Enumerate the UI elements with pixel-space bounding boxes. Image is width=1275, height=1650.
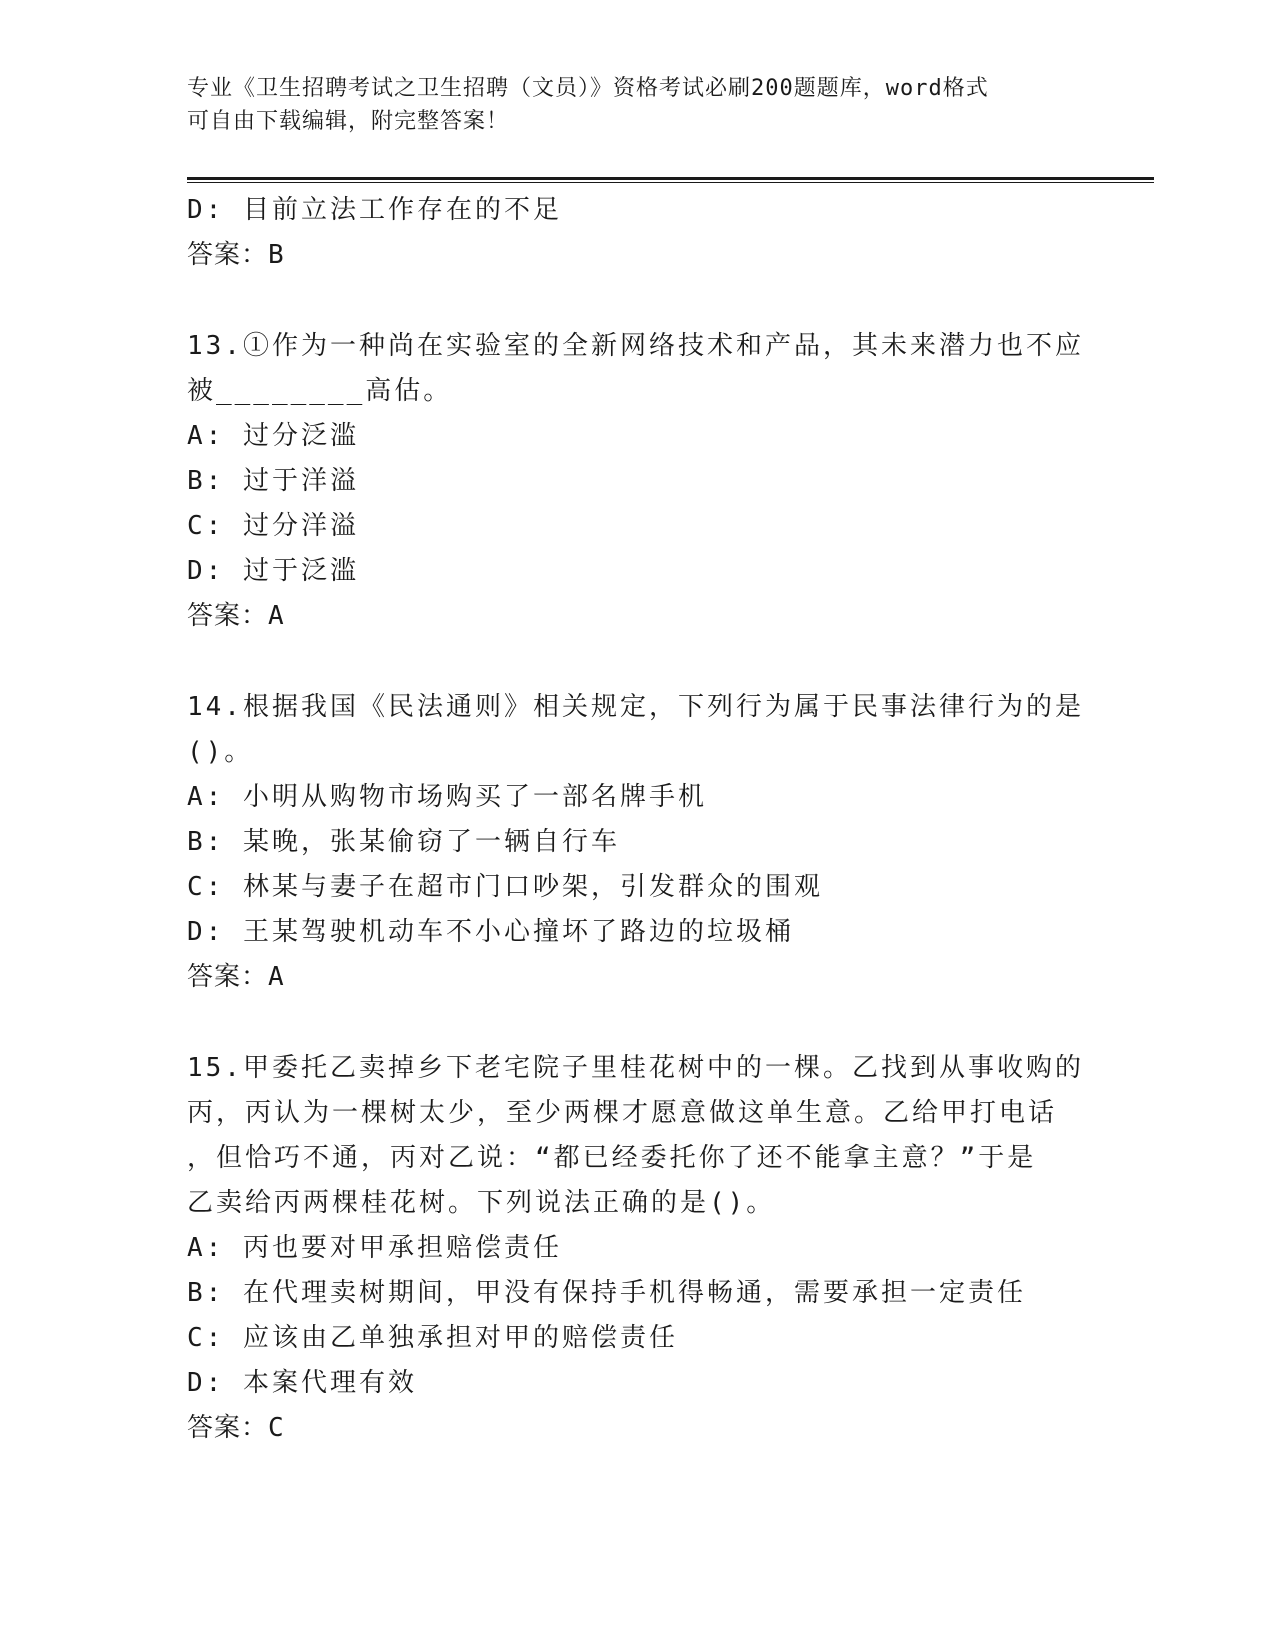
question-stem-line: ()。	[187, 737, 254, 767]
header-rule-thin	[187, 182, 1154, 183]
header-line-2: 可自由下载编辑，附完整答案！	[187, 109, 510, 134]
question-stem-line: 15.甲委托乙卖掉乡下老宅院子里桂花树中的一棵。乙找到从事收购的	[187, 1053, 1084, 1083]
answer	[187, 1406, 1087, 1451]
answer-value: A	[268, 962, 285, 992]
option-c: C: 过分洋溢	[187, 511, 359, 541]
question-stem-line: 13.①作为一种尚在实验室的全新网络技术和产品，其未来潜力也不应	[187, 331, 1084, 361]
option-d: D: 过于泛滥	[187, 556, 359, 586]
option-b: B: 在代理卖树期间，甲没有保持手机得畅通，需要承担一定责任	[187, 1278, 1026, 1308]
option-d: D: 王某驾驶机动车不小心撞坏了路边的垃圾桶	[187, 917, 794, 947]
answer-label: 答案：	[187, 962, 269, 992]
answer-value: C	[268, 1413, 285, 1443]
answer	[187, 594, 1087, 639]
answer	[187, 955, 1087, 1000]
question-stem-line: ，但恰巧不通，丙对乙说：“都已经委托你了还不能拿主意？”于是	[187, 1143, 1037, 1173]
option-a: A: 丙也要对甲承担赔偿责任	[187, 1233, 562, 1263]
option-b: B: 过于洋溢	[187, 466, 359, 496]
option-d: D: 本案代理有效	[187, 1368, 417, 1398]
page-header	[187, 72, 1087, 138]
header-rule-thick	[187, 177, 1154, 180]
answer-label: 答案：	[187, 601, 269, 631]
option-c: C: 林某与妻子在超市门口吵架，引发群众的围观	[187, 872, 823, 902]
option-c: C: 应该由乙单独承担对甲的赔偿责任	[187, 1323, 678, 1353]
option-a: A: 小明从购物市场购买了一部名牌手机	[187, 782, 707, 812]
question-stem-line: 丙，丙认为一棵树太少，至少两棵才愿意做这单生意。乙给甲打电话	[187, 1098, 1058, 1128]
question-stem-line: 14.根据我国《民法通则》相关规定，下列行为属于民事法律行为的是	[187, 692, 1084, 722]
option-b: B: 某晚，张某偷窃了一辆自行车	[187, 827, 620, 857]
question-14	[187, 685, 1087, 1000]
question-stem-line: 被________高估。	[187, 376, 453, 406]
question-stem-line: 乙卖给丙两棵桂花树。下列说法正确的是()。	[187, 1188, 776, 1218]
answer-value: B	[268, 240, 285, 270]
question-13	[187, 324, 1087, 639]
q12-answer	[187, 233, 1087, 278]
answer-label: 答案：	[187, 1413, 269, 1443]
answer-label: 答案：	[187, 240, 269, 270]
answer-value: A	[268, 601, 285, 631]
question-content	[187, 188, 1087, 1451]
header-line-1: 专业《卫生招聘考试之卫生招聘（文员）》资格考试必刷200题题库，word格式	[187, 76, 989, 101]
option-a: A: 过分泛滥	[187, 421, 359, 451]
question-15	[187, 1046, 1087, 1451]
q12-option-d: D: 目前立法工作存在的不足	[187, 195, 562, 225]
